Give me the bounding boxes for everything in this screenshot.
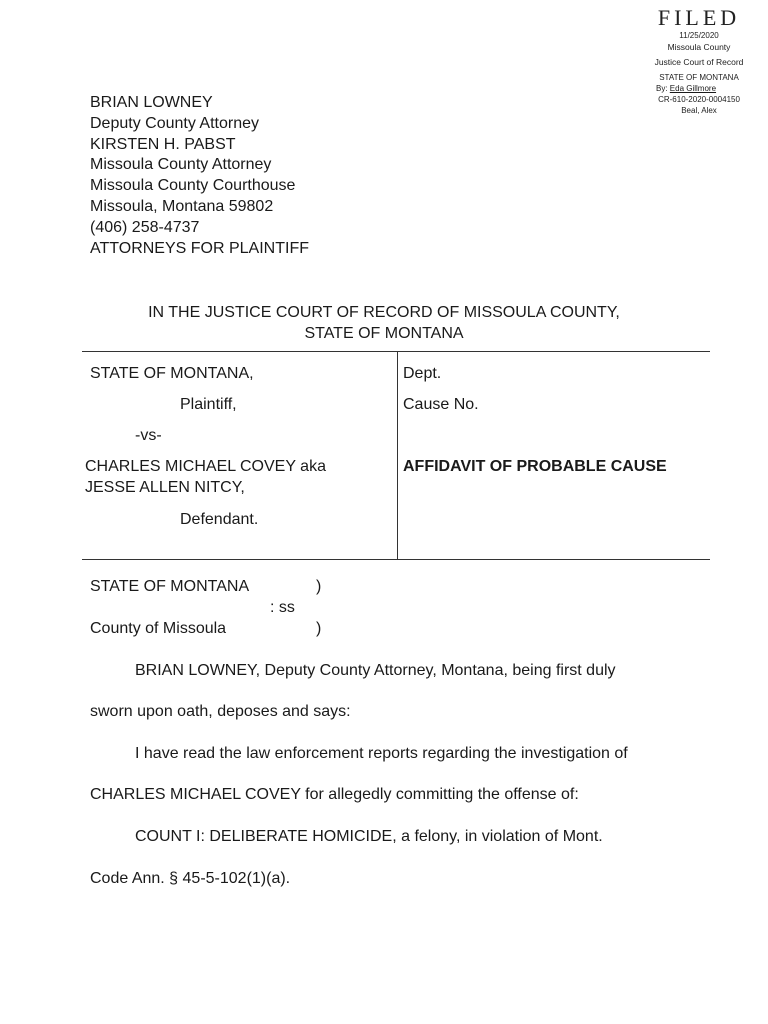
body-paragraph-1-line-1: BRIAN LOWNEY, Deputy County Attorney, Montana, being first duly (135, 662, 616, 679)
versus-label: -vs- (135, 427, 162, 444)
body-paragraph-2-line-2: CHARLES MICHAEL COVEY for allegedly committing the offense of: (90, 786, 579, 803)
venue-ss: : ss (270, 599, 295, 616)
attorney-line: Missoula County Attorney (90, 156, 272, 174)
stamp-court: Justice Court of Record (654, 57, 744, 67)
caption-divider (397, 352, 398, 560)
venue-paren: ) (316, 620, 322, 637)
defendant-name-line2: JESSE ALLEN NITCY, (85, 479, 245, 496)
attorney-line: Missoula, Montana 59802 (90, 197, 274, 215)
dept-label: Dept. (403, 365, 442, 382)
stamp-signer: Eda Gillmore (669, 84, 717, 93)
attorney-line: BRIAN LOWNEY (90, 94, 213, 111)
body-paragraph-3-line-1: COUNT I: DELIBERATE HOMICIDE, a felony, in violation of Mont. (135, 828, 603, 845)
caption-bottom-rule (82, 559, 710, 560)
stamp-title: FILED (657, 5, 741, 30)
cause-number-label: Cause No. (403, 396, 479, 413)
body-paragraph-2-line-1: I have read the law enforcement reports regarding the investigation of (135, 745, 628, 762)
attorney-line: Missoula County Courthouse (90, 177, 296, 195)
venue-state: STATE OF MONTANA (90, 578, 250, 595)
venue-county: County of Missoula (90, 620, 227, 637)
venue-paren: ) (316, 578, 322, 595)
court-caption (84, 302, 684, 344)
body-paragraph-3-line-2: Code Ann. § 45-5-102(1)(a). (90, 870, 291, 887)
stamp-date: 11/25/2020 (679, 31, 719, 40)
attorney-line: ATTORNEYS FOR PLAINTIFF (90, 239, 309, 257)
court-caption-line1: IN THE JUSTICE COURT OF RECORD OF MISSOULA COUNTY, (148, 304, 620, 321)
stamp-by-label: By: (656, 84, 668, 93)
caption-top-rule (82, 351, 710, 352)
attorney-block (90, 93, 309, 259)
attorney-line: Deputy County Attorney (90, 114, 259, 132)
filed-stamp (636, 6, 762, 116)
stamp-state: STATE OF MONTANA (659, 73, 739, 82)
body-paragraph-1-line-2: sworn upon oath, deposes and says: (90, 703, 351, 720)
document-title: AFFIDAVIT OF PROBABLE CAUSE (403, 458, 667, 475)
stamp-case-number: CR-610-2020-0004150 (658, 95, 740, 104)
attorney-line: (406) 258-4737 (90, 218, 200, 236)
plaintiff-name: STATE OF MONTANA, (90, 365, 254, 382)
plaintiff-role: Plaintiff, (180, 396, 237, 413)
stamp-signed-by (636, 83, 762, 94)
defendant-role: Defendant. (180, 511, 259, 528)
attorney-line: KIRSTEN H. PABST (90, 135, 236, 153)
stamp-judge: Beal, Alex (681, 106, 717, 115)
stamp-county: Missoula County (667, 42, 731, 52)
court-caption-line2: STATE OF MONTANA (304, 325, 464, 342)
defendant-name-line1: CHARLES MICHAEL COVEY aka (85, 458, 326, 475)
